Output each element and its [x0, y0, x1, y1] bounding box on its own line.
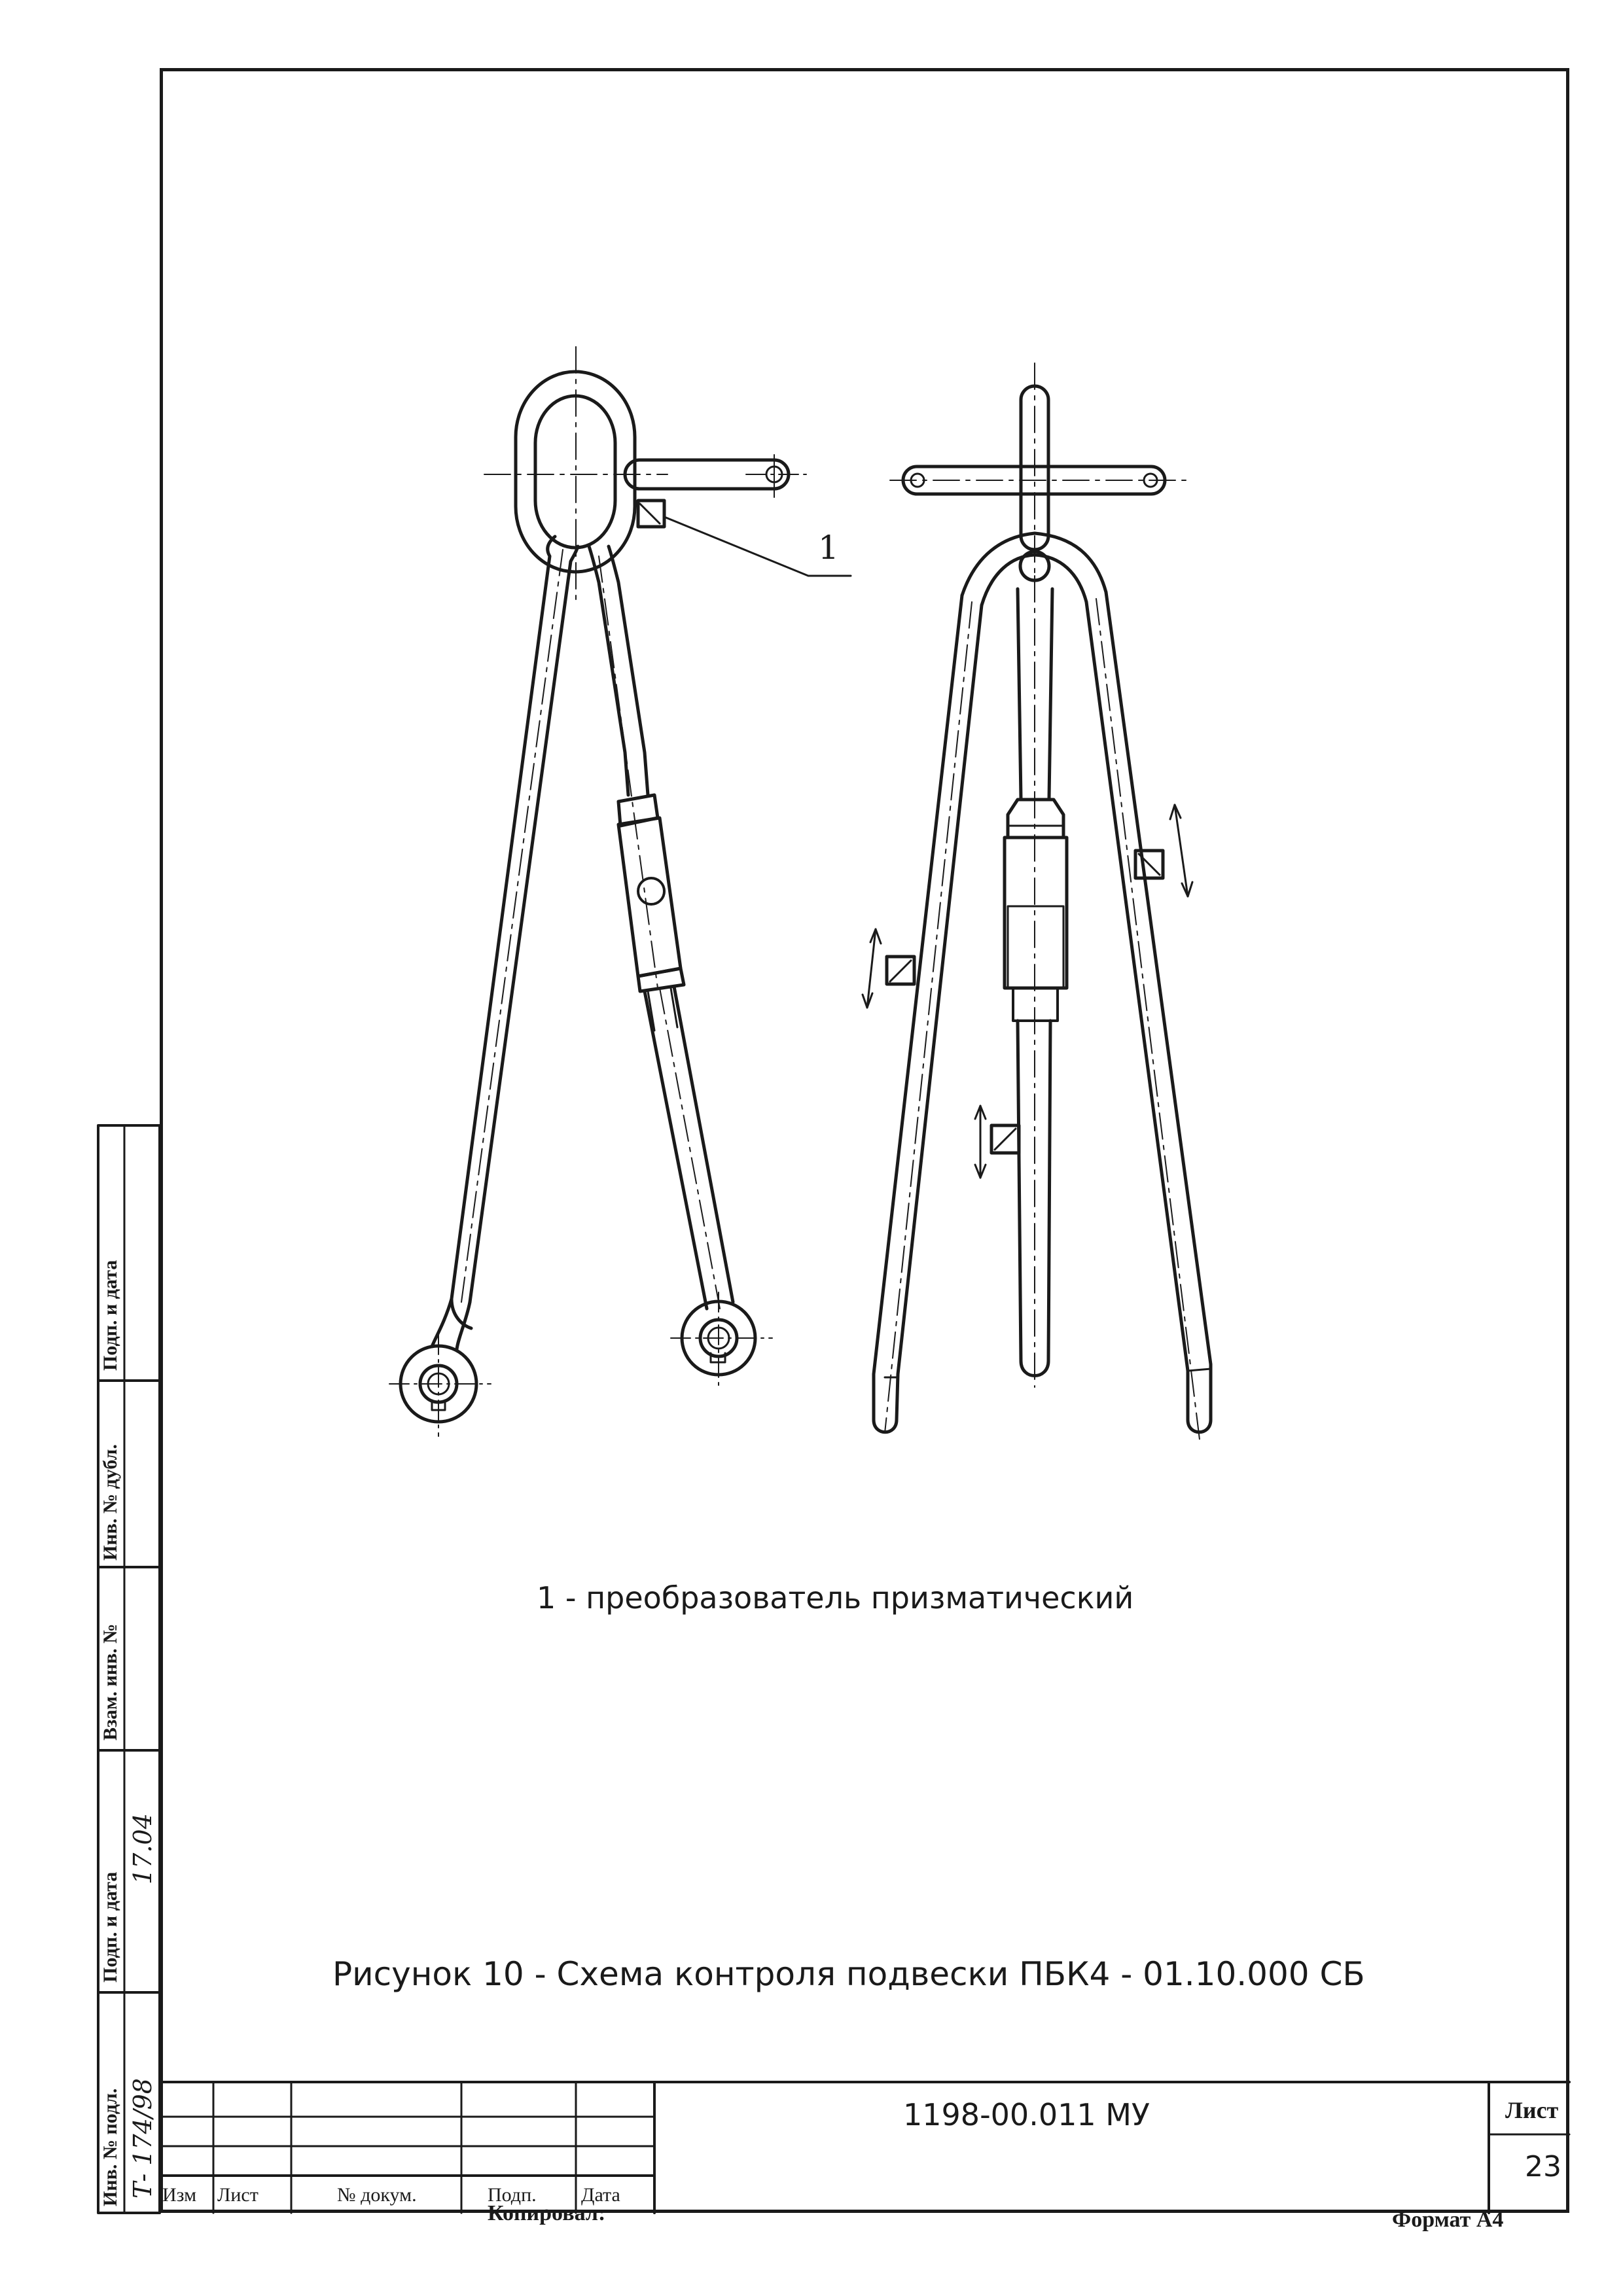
left-view	[389, 347, 851, 1436]
figure-caption: Рисунок 10 - Схема контроля подвески ПБК4 - 01.10.000 СБ	[332, 1955, 1365, 1993]
side-label-inv-orig: Инв. № подл.	[99, 2088, 121, 2206]
side-label-inv-dup: Инв. № дубл.	[99, 1444, 121, 1561]
col-doc-number: № докум.	[337, 2184, 417, 2206]
handwritten-date: 17.04	[128, 1813, 157, 1884]
legend-text: 1 - преобразователь призматический	[537, 1580, 1134, 1616]
col-signature: Подп.	[488, 2184, 537, 2206]
col-date: Дата	[581, 2184, 620, 2206]
turnbuckle-body-left	[618, 818, 681, 976]
col-change: Изм	[162, 2184, 197, 2206]
sheet-number: 23	[1525, 2150, 1561, 2183]
side-label-sign-date-2: Подп. и дата	[99, 1260, 121, 1371]
side-label-sign-date-1: Подп. и дата	[99, 1871, 121, 1983]
col-sheet: Лист	[217, 2184, 259, 2206]
document-number: 1198-00.011 МУ	[903, 2097, 1150, 2132]
format-label: Формат А4	[1392, 2208, 1504, 2232]
copied-label: Копировал:	[488, 2201, 606, 2225]
handwritten-inv-number: Т- 174/98	[128, 2078, 157, 2199]
sheet-label: Лист	[1505, 2097, 1559, 2123]
leader-label: 1	[818, 529, 839, 567]
turnbuckle-body-right	[1005, 838, 1067, 988]
side-label-replace-inv: Взам. инв. №	[99, 1623, 121, 1740]
right-view	[863, 363, 1211, 1439]
nut	[1008, 800, 1063, 838]
